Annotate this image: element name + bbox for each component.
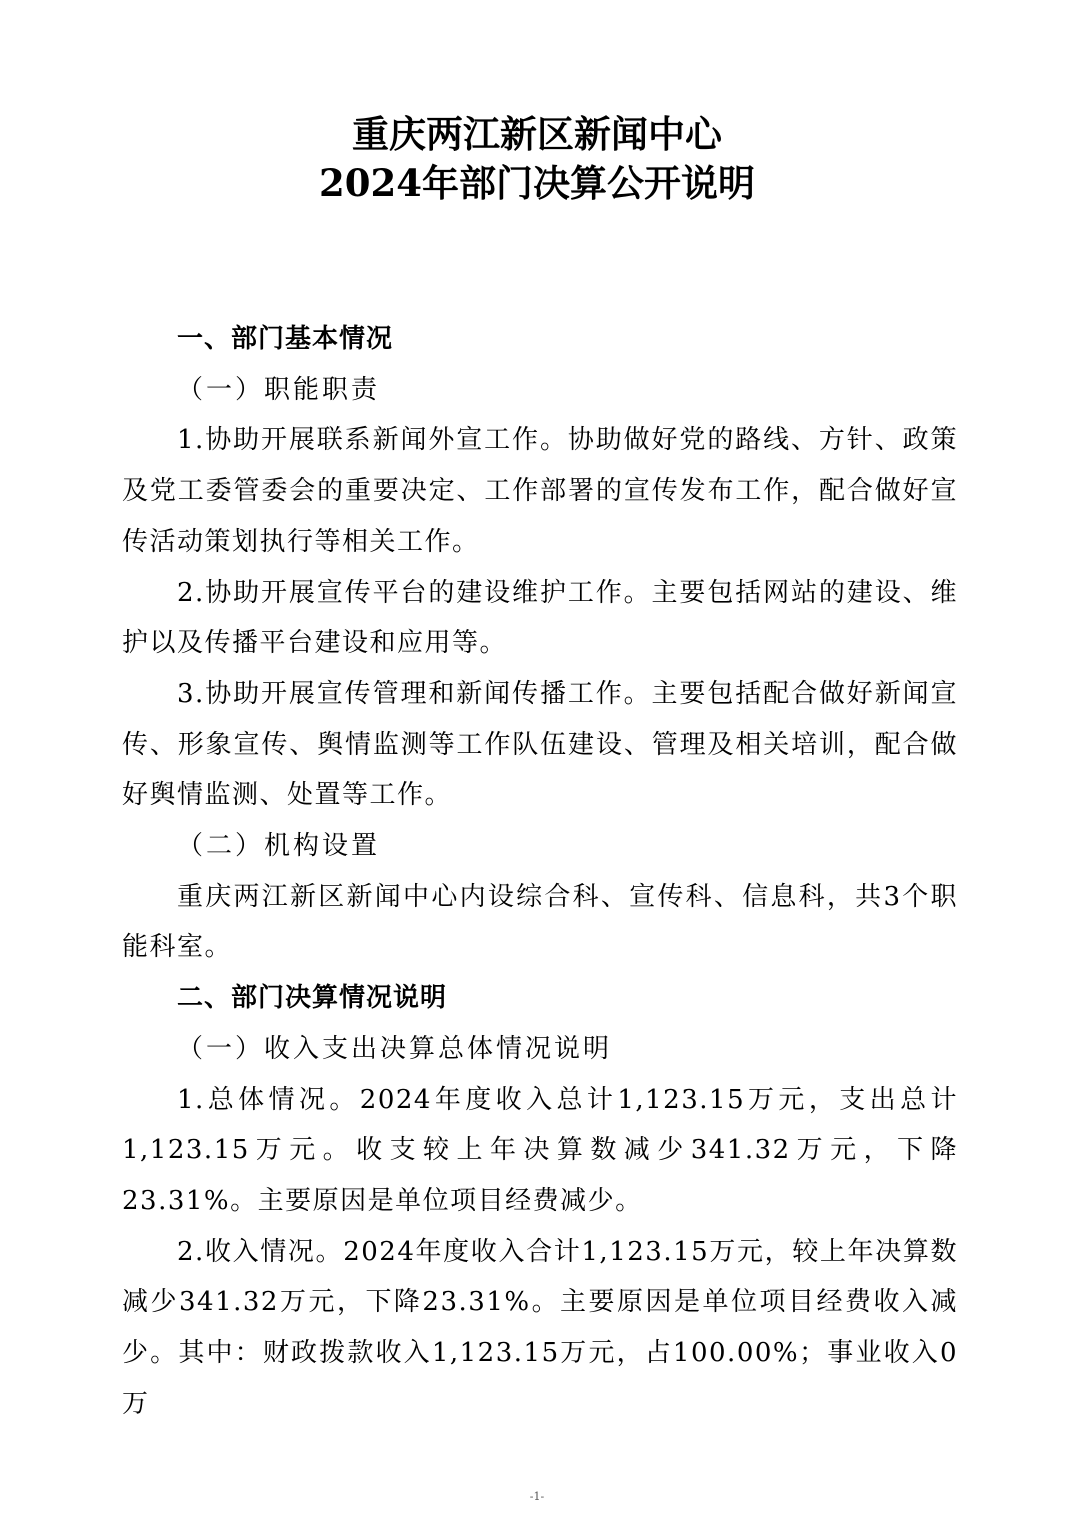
paragraph-organization: 重庆两江新区新闻中心内设综合科、宣传科、信息科，共3个职能科室。 — [122, 881, 958, 963]
document-title-line2: 2024年部门决算公开说明 — [319, 161, 755, 205]
subsection-heading-functions: （一）职能职责 — [177, 374, 381, 405]
subsection-heading-organization: （二）机构设置 — [177, 831, 381, 862]
paragraph-income: 2.收入情况。2024年度收入合计1,123.15万元，较上年决算数减少341.32万元，下降23.31%。主要原因是单位项目经费收入减少。其中：财政拨款收入1,123.15万元，占100.00%；事业收入0万 — [122, 1236, 958, 1419]
section-heading-final-accounts: 二、部门决算情况说明 — [177, 983, 448, 1014]
document-title-line1: 重庆两江新区新闻中心 — [352, 112, 722, 156]
paragraph-function-2: 2.协助开展宣传平台的建设维护工作。主要包括网站的建设、维护以及传播平台建设和应用等。 — [122, 577, 958, 659]
section-heading-basic-info: 一、部门基本情况 — [177, 324, 394, 354]
page-number: -1- — [529, 1490, 545, 1503]
document-body — [122, 314, 958, 1429]
paragraph-function-1: 1.协助开展联系新闻外宣工作。协助做好党的路线、方针、政策及党工委管委会的重要决定、工作部署的宣传发布工作，配合做好宣传活动策划执行等相关工作。 — [122, 425, 958, 557]
subsection-heading-income-expenditure: （一）收入支出决算总体情况说明 — [177, 1033, 613, 1064]
paragraph-overall: 1.总体情况。2024年度收入总计1,123.15万元，支出总计1,123.15万元。收支较上年决算数减少341.32万元，下降23.31%。主要原因是单位项目经费减少。 — [122, 1084, 958, 1216]
paragraph-function-3: 3.协助开展宣传管理和新闻传播工作。主要包括配合做好新闻宣传、形象宣传、舆情监测等工作队伍建设、管理及相关培训，配合做好舆情监测、处置等工作。 — [122, 678, 958, 811]
